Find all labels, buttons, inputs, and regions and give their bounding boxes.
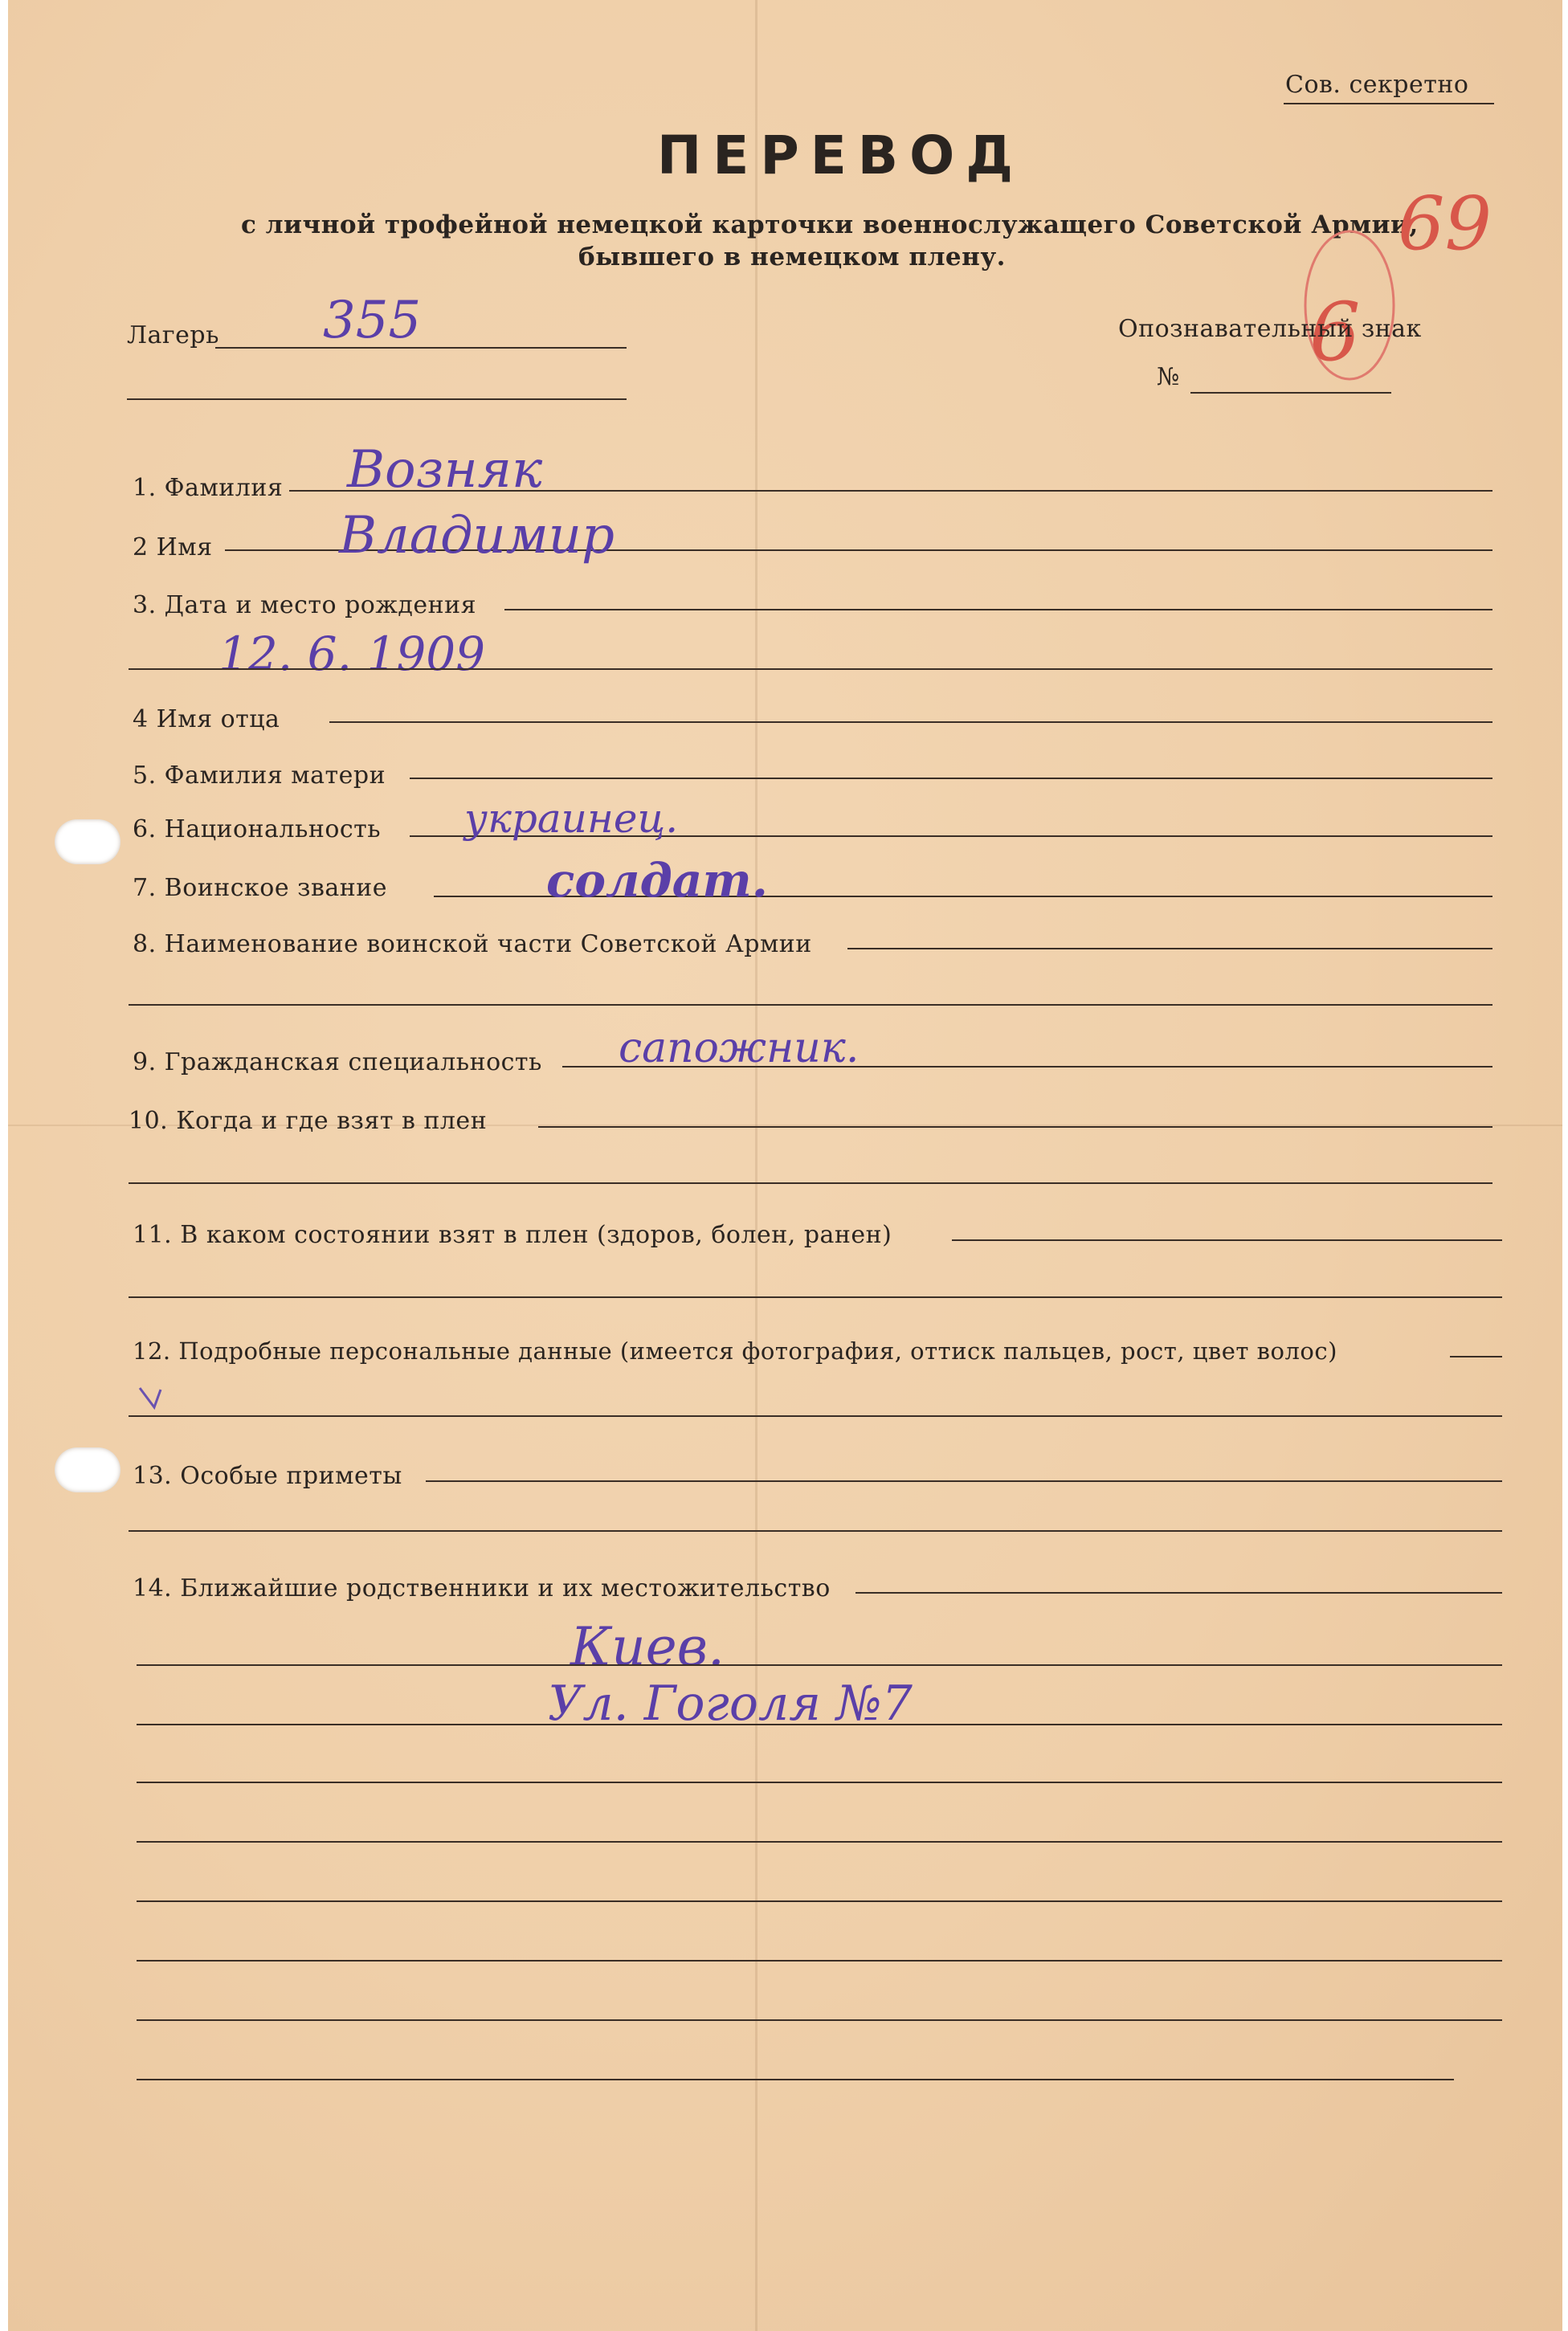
document-subtitle-line1: с личной трофейной немецкой карточки военнослужащего Советской Армии, [241, 210, 1419, 239]
field-personal-data-line [1450, 1356, 1502, 1357]
document-subtitle-line2: бывшего в немецком плену. [578, 243, 1006, 271]
field-surname-label: 1. Фамилия [133, 474, 284, 502]
punch-hole-bottom [55, 1447, 120, 1492]
field-birth-line-2 [129, 668, 1492, 670]
field-father-label: 4 Имя отца [133, 705, 280, 733]
field-father-line [329, 721, 1492, 723]
field-special-marks-label: 13. Особые приметы [133, 1462, 402, 1490]
id-mark-label: Опознавательный знак [1118, 315, 1422, 343]
field-captured-line [538, 1126, 1492, 1128]
field-surname-value: Возняк [347, 440, 543, 500]
field-personal-data-line-2 [129, 1415, 1502, 1417]
field-captured-label: 10. Когда и где взят в плен [129, 1107, 488, 1135]
id-number-label: № [1157, 363, 1180, 391]
field-birth-label: 3. Дата и место рождения [133, 591, 477, 619]
field-condition-label: 11. В каком состоянии взят в плен (здоров, болен, ранен) [133, 1221, 892, 1249]
field-mother-line [410, 778, 1492, 779]
field-relatives-line-6 [137, 1900, 1502, 1902]
field-relatives-value-city: Киев. [570, 1616, 725, 1678]
id-number-line [1190, 392, 1391, 394]
field-relatives-line-3 [137, 1724, 1502, 1725]
field-birth-line [504, 609, 1492, 610]
field-special-marks-line [426, 1480, 1502, 1482]
classification-underline [1284, 103, 1494, 104]
field-profession-label: 9. Гражданская специальность [133, 1048, 542, 1076]
camp-label: Лагерь [127, 321, 219, 349]
field-relatives-line [855, 1592, 1502, 1594]
field-firstname-value: Владимир [339, 506, 615, 565]
field-profession-value: сапожник. [619, 1024, 860, 1072]
field-captured-line-2 [129, 1182, 1492, 1184]
field-rank-value: солдат. [546, 853, 768, 908]
field-mother-label: 5. Фамилия матери [133, 761, 386, 790]
field-relatives-line-8 [137, 2019, 1502, 2021]
paper-fold-vertical [755, 0, 757, 2331]
red-circle-number: 6 [1309, 285, 1361, 379]
field-personal-data-label: 12. Подробные персональные данные (имеется фотография, оттиск пальцев, рост, цвет волос) [133, 1337, 1337, 1365]
red-annotation-number: 69 [1398, 181, 1492, 267]
field-relatives-label: 14. Ближайшие родственники и их местожительство [133, 1574, 831, 1602]
field-relatives-line-5 [137, 1841, 1502, 1843]
field-nationality-label: 6. Национальность [133, 815, 382, 843]
field-relatives-line-2 [137, 1664, 1502, 1666]
punch-hole-top [55, 819, 120, 864]
field-special-marks-line-2 [129, 1530, 1502, 1532]
document-title: ПЕРЕВОД [657, 125, 1024, 186]
camp-line-2 [127, 398, 627, 400]
field-condition-line-2 [129, 1296, 1502, 1298]
field-relatives-value-street: Ул. Гоголя №7 [548, 1676, 913, 1732]
field-nationality-value: украинец. [464, 795, 679, 842]
field-relatives-line-7 [137, 1960, 1502, 1962]
camp-value: 355 [323, 291, 422, 350]
field-birth-value: 12. 6. 1909 [218, 627, 486, 681]
field-unit-line-2 [129, 1004, 1492, 1006]
field-firstname-label: 2 Имя [133, 533, 213, 561]
field-unit-label: 8. Наименование воинской части Советской Армии [133, 930, 812, 958]
field-relatives-line-9 [137, 2079, 1454, 2080]
checkmark-annotation [137, 1383, 169, 1412]
classification-label: Сов. секретно [1285, 71, 1469, 99]
document-page [8, 0, 1562, 2331]
field-unit-line [847, 948, 1492, 949]
field-relatives-line-4 [137, 1782, 1502, 1783]
field-rank-label: 7. Воинское звание [133, 874, 388, 902]
field-condition-line [952, 1239, 1502, 1241]
